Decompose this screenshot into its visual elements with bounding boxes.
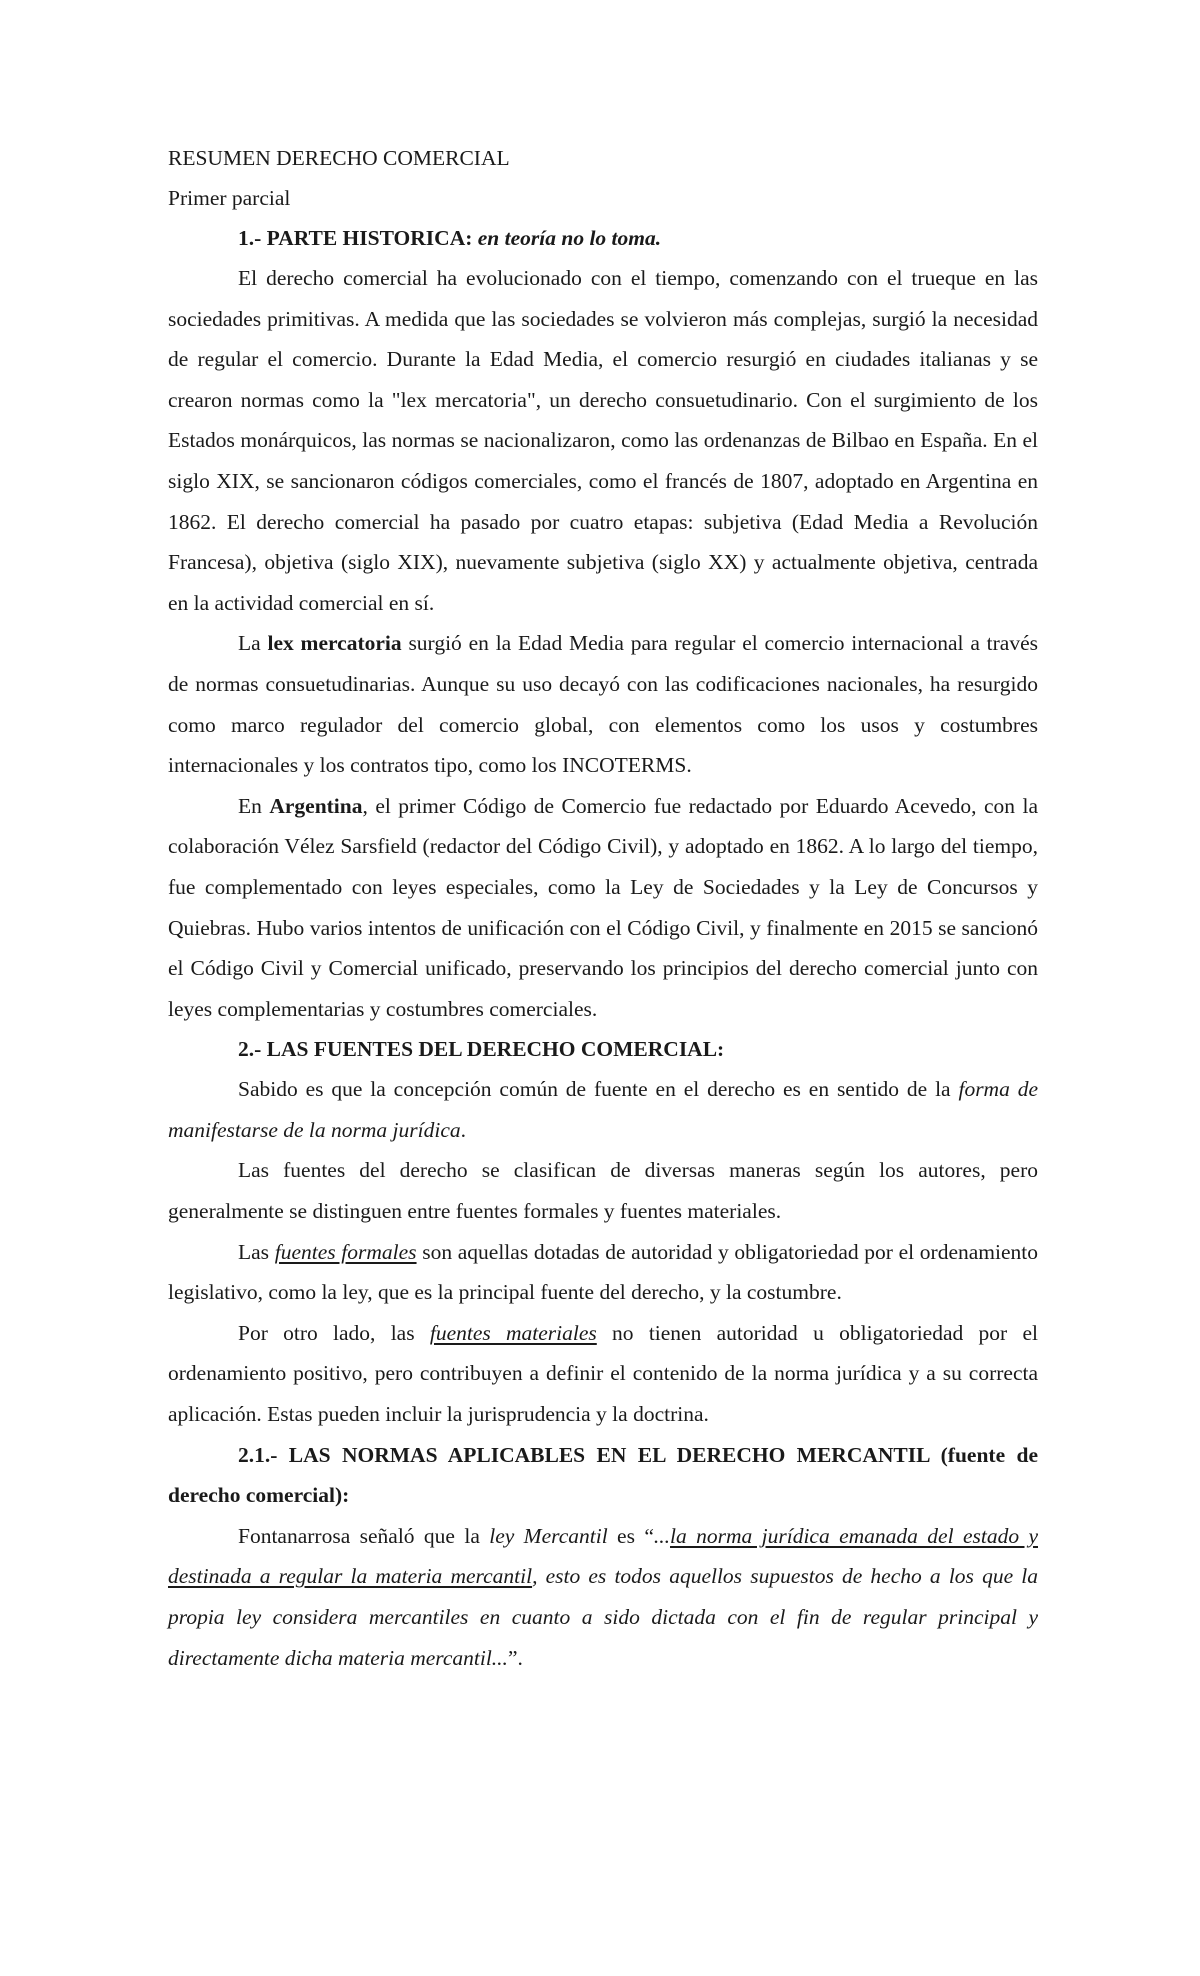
text-run: no tienen autoridad u obligatoriedad por el ordenamiento positivo, pero contribuyen a definir el contenido de la norma jurídica y a su correcta aplicación. Estas pueden incluir la jurisprudencia y la doctrina. (168, 1320, 1038, 1427)
bold-term: lex mercatoria (267, 631, 402, 656)
text-run: Sabido es que la concepción común de fuente en el derecho es en sentido de la (238, 1077, 959, 1102)
section-heading-normas-aplicables: 2.1.- LAS NORMAS APLICABLES EN EL DERECHO MERCANTIL (fuente de derecho comercial): (168, 1442, 1038, 1508)
section-heading-text: 1.- PARTE HISTORICA: (238, 226, 473, 250)
paragraph-fontanarrosa (168, 1516, 1038, 1678)
paragraph-argentina (168, 786, 1038, 1030)
text-run: En (238, 793, 270, 818)
section-heading-historica (168, 218, 1038, 258)
text-run: . (460, 1117, 466, 1142)
section-heading-fuentes (168, 1029, 1038, 1069)
document-subtitle: Primer parcial (168, 186, 291, 210)
italic-term: ... (653, 1523, 671, 1548)
paragraph-concepcion-fuente (168, 1069, 1038, 1150)
bold-term: Argentina (269, 793, 363, 818)
document-title: RESUMEN DERECHO COMERCIAL (168, 146, 510, 170)
text-run: Fontanarrosa señaló que la (238, 1523, 490, 1548)
text-run: Por otro lado, las (238, 1320, 430, 1345)
text-run: La (238, 631, 268, 656)
paragraph-fuentes-formales (168, 1232, 1038, 1313)
text-run: surgió en la Edad Media para regular el comercio internacional a través de normas consuetudinarias. Aunque su uso decayó con las codificaciones nacionales, ha resurgido como marco regulador del comercio global, con elementos como los usos y costumbres internacionales y los contratos tipo, como los INCOTERMS. (168, 631, 1039, 778)
text-run: , el primer Código de Comercio fue redactado por Eduardo Acevedo, con la colaboración Vélez Sarsfield (redactor del Código Civil), y adoptado en 1862. A lo largo del tiempo, fue complementado con leyes especiales, como la Ley de Sociedades y la Ley de Concursos y Quiebras. Hubo varios intentos de unificación con el Código Civil, y finalmente en 2015 se sancionó el Código Civil y Comercial unificado, preservando los principios del derecho comercial junto con leyes complementarias y costumbres comerciales. (168, 793, 1038, 1021)
text-run: es “ (607, 1523, 654, 1548)
italic-term: forma de manifestarse de la norma jurídica (168, 1077, 1038, 1142)
text-run: ”. (507, 1645, 523, 1670)
underlined-quote: la norma jurídica emanada del estado y destinada a regular la materia mercantil (168, 1523, 1038, 1589)
paragraph-clasificacion: Las fuentes del derecho se clasifican de diversas maneras según los autores, pero generalmente se distinguen entre fuentes formales y fuentes materiales. (168, 1158, 1038, 1224)
document-body (168, 138, 1038, 1678)
text-run: son aquellas dotadas de autoridad y obligatoriedad por el ordenamiento legislativo, como la ley, que es la principal fuente del derecho, y la costumbre. (168, 1239, 1038, 1305)
section-heading-note: en teoría no lo toma. (477, 226, 662, 250)
paragraph-fuentes-materiales (168, 1313, 1038, 1435)
underlined-term: fuentes materiales (429, 1320, 597, 1345)
italic-quote: , esto es todos aquellos supuestos de hecho a los que la propia ley considera mercantiles en cuanto a sido dictada con el fin de regular principal y directamente dicha materia mercantil... (168, 1564, 1038, 1670)
section-heading-text: 2.- LAS FUENTES DEL DERECHO COMERCIAL: (238, 1037, 725, 1062)
text-run: Las (238, 1239, 275, 1264)
paragraph-lex-mercatoria (168, 623, 1038, 785)
paragraph-historia: El derecho comercial ha evolucionado con el tiempo, comenzando con el trueque en las sociedades primitivas. A medida que las sociedades se volvieron más complejas, surgió la necesidad de regular el comercio. Durante la Edad Media, el comercio resurgió en ciudades italianas y se crearon normas como la "lex mercatoria", un derecho consuetudinario. Con el surgimiento de los Estados monárquicos, las normas se nacionalizaron, como las ordenanzas de Bilbao en España. En el siglo XIX, se sancionaron códigos comerciales, como el francés de 1807, adoptado en Argentina en 1862. El derecho comercial ha pasado por cuatro etapas: subjetiva (Edad Media a Revolución Francesa), objetiva (siglo XIX), nuevamente subjetiva (siglo XX) y actualmente objetiva, centrada en la actividad comercial en sí. (168, 266, 1038, 615)
underlined-term: fuentes formales (274, 1239, 417, 1264)
italic-term: ley Mercantil (489, 1523, 608, 1548)
